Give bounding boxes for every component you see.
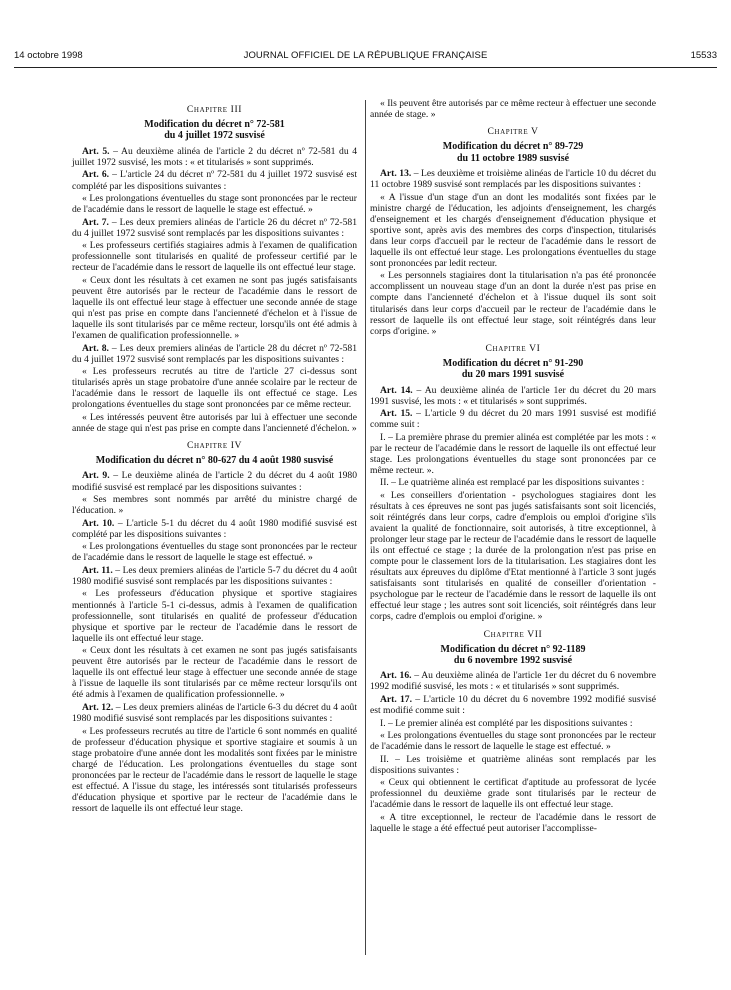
quote-paragraph: « Les prolongations éventuelles du stage sont prononcées par le recteur de l'académie dans le ressort de laquelle le stage est effectué. » [370, 730, 656, 753]
article-paragraph [370, 694, 656, 716]
section-title [370, 358, 656, 381]
article-text: – Les deux premiers alinéas de l'article 5-7 du décret du 4 août 1980 modifié susvisé sont remplacés par les dispositions suivantes : [72, 564, 357, 587]
article-label: Art. 15. [380, 408, 413, 420]
article-text: – Les deux premiers alinéas de l'article 26 du décret nº 72-581 du 4 juillet 1972 susvisé sont remplacés par les dispositions suivantes : [72, 216, 358, 239]
quote-paragraph: « Ceux dont les résultats à cet examen ne sont pas jugés satisfaisants peuvent être autorisés par le recteur de l'académie dans le ressort de laquelle ils ont effectué leur stage à effectuer une seconde année de stage à l'issue de laquelle ils sont titularisés par ce même recteur lorsqu'ils ont été admis à l'examen de qualification professionnelle. » [72, 645, 357, 701]
column-divider [365, 100, 366, 955]
article-paragraph [72, 565, 357, 587]
section-title [370, 141, 656, 164]
article-text: – L'article 24 du décret nº 72-581 du 4 juillet 1972 susvisé est complété par les dispositions suivantes : [72, 169, 357, 192]
article-label: Art. 10. [82, 517, 115, 529]
quote-paragraph: « Ils peuvent être autorisés par ce même recteur à effectuer une seconde année de stage. » [370, 98, 656, 121]
quote-paragraph: « Les conseillers d'orientation - psychologues stagiaires dont les résultats à ces épreuves ne sont pas jugés satisfaisants sont soit licenciés, soit réintégrés dans leur corps, cadre d'emplois ou emploi d'origine s'ils avaient la qualité de fonctionnaire, soit autorisés, à titre exceptionnel, à prolonger leur stage par le recteur de l'académie dans le ressort de laquelle ils ont effectué ce stage ; la durée de la prolongation n'est pas prise en compte pour le classement lors de la titularisation. Les stagiaires dont les résultats aux épreuves du diplôme d'Etat mentionné à l'article 3 sont jugés satisfaisants sont titularisés en qualité de conseiller d'orientation - psychologue par le recteur de l'académie dans le ressort de laquelle ils ont effectué leur stage ; les autres sont soit licenciés, soit réintégrés dans leur corps, cadre d'emplois ou emploi d'origine. » [370, 489, 656, 623]
article-label: Art. 16. [380, 670, 412, 682]
article-text: – Les deux premiers alinéas de l'article 28 du décret nº 72-581 du 4 juillet 1972 susvisé sont remplacés par les dispositions suivantes : [72, 342, 358, 365]
article-text: – Les deuxième et troisième alinéas de l'article 10 du décret du 11 octobre 1989 susvisé sont remplacés par les dispositions suivantes : [370, 167, 656, 190]
article-label: Art. 13. [380, 167, 412, 179]
section-title-line: Modification du décret n° 91-290 [442, 357, 584, 369]
article-label: Art. 12. [82, 701, 114, 713]
section-title-line: du 11 octobre 1989 susvisé [456, 152, 570, 164]
quote-paragraph: « Les prolongations éventuelles du stage sont prononcées par le recteur de l'académie dans le ressort de laquelle le stage est effectué. » [72, 193, 357, 216]
article-label: Art. 14. [380, 384, 413, 396]
header-title: JOURNAL OFFICIEL DE LA RÉPUBLIQUE FRANÇAISE [243, 50, 488, 61]
numbered-paragraph: I. – La première phrase du premier alinéa est complétée par les mots : « par le recteur de l'académie dans le ressort de laquelle ils ont effectué leur stage. Les prolongations éventuelles du stage sont prononcées par ce même recteur. ». [370, 431, 656, 476]
quote-paragraph: « Les professeurs recrutés au titre de l'article 6 sont nommés en qualité de professeur d'éducation physique et sportive stagiaire et soumis à un stage probatoire d'une année dont les modalités sont fixées par le ministre chargé de l'éducation. Les prolongations éventuelles du stage sont prononcées par le recteur de l'académie dans le ressort de laquelle le stage est effectué. A l'issue du stage, les intéressés sont titularisés professeurs d'éducation physique et sportive par le recteur de l'académie dans le ressort de laquelle ils ont effectué leur stage. [72, 725, 357, 814]
section-title-line: du 20 mars 1991 susvisé [461, 369, 565, 381]
article-label: Art. 5. [82, 145, 110, 157]
article-text: – Au deuxième alinéa de l'article 1er du décret du 20 mars 1991 susvisé, les mots : « et titularisés » sont supprimés. [370, 384, 657, 407]
chapter-heading: Chapitre V [487, 126, 539, 138]
header-page-number: 15533 [690, 50, 717, 61]
chapter-heading: Chapitre IV [186, 440, 243, 452]
article-paragraph [72, 343, 357, 365]
article-text: – Le deuxième alinéa de l'article 2 du décret du 4 août 1980 modifié susvisé est remplacé par les dispositions suivantes : [72, 470, 358, 493]
article-paragraph [72, 169, 357, 191]
article-paragraph [72, 702, 357, 724]
article-text: – L'article 5-1 du décret du 4 août 1980 modifié susvisé est complété par les dispositions suivantes : [72, 517, 357, 540]
quote-paragraph: « Les prolongations éventuelles du stage sont prononcées par le recteur de l'académie dans le ressort de laquelle le stage est effectué. » [72, 541, 357, 564]
article-label: Art. 11. [82, 564, 113, 576]
quote-paragraph: « Les professeurs d'éducation physique et sportive stagiaires mentionnés à l'article 5-1 ci-dessus, admis à l'examen de qualification professionnelle, sont titularisés en qualité de professeur d'éducation physique et sportive par le recteur de l'académie dans le ressort de laquelle ils ont effectué leur stage. [72, 588, 357, 644]
article-text: – L'article 9 du décret du 20 mars 1991 susvisé est modifié comme suit : [370, 408, 656, 431]
article-label: Art. 17. [380, 693, 413, 705]
article-paragraph [370, 385, 656, 407]
article-text: – Au deuxième alinéa de l'article 2 du décret nº 72-581 du 4 juillet 1972 susvisé, les mots : « et titularisés » sont supprimés. [72, 145, 358, 168]
left-column [72, 98, 357, 815]
quote-paragraph: « Ceux qui obtiennent le certificat d'aptitude au professorat de lycée professionnel du deuxième grade sont titularisés par le recteur de l'académie dans le ressort de laquelle ils ont effectué leur stage. [370, 777, 656, 811]
article-paragraph [72, 470, 357, 492]
section-title-line: du 4 juillet 1972 susvisé [164, 130, 265, 142]
numbered-paragraph: II. – Le quatrième alinéa est remplacé par les dispositions suivantes : [380, 477, 645, 489]
chapter-heading: Chapitre III [186, 104, 243, 115]
quote-paragraph: « A l'issue d'un stage d'un an dont les modalités sont fixées par le ministre chargé de l'éducation, les adjoints d'enseignement, les chargés d'enseignement et les chargés d'enseignement d'éducation physique et sportive sont, après avis des membres des corps d'inspection, titularisés dans leur corps d'accueil par le recteur de l'académie dans le ressort de laquelle ils ont effectué leur stage. Les prolongations éventuelles du stage sont prononcées par ledit recteur. [370, 191, 656, 269]
quote-paragraph: « Les personnels stagiaires dont la titularisation n'a pas été prononcée accomplissent un nouveau stage d'un an dont la durée n'est pas prise en compte dans l'ancienneté d'échelon et à l'issue duquel ils sont soit titularisés dans leur corps d'accueil par le recteur de l'académie dans le ressort de laquelle ils ont effectué leur stage, soit réintégrés dans leur corps d'origine. » [370, 270, 656, 337]
section-title [72, 119, 357, 142]
article-text: – L'article 10 du décret du 6 novembre 1992 modifié susvisé est modifié comme suit : [370, 693, 657, 716]
section-title [370, 644, 656, 667]
section-title-line: Modification du décret n° 72-581 [144, 119, 285, 131]
chapter-heading: Chapitre VI [485, 342, 541, 354]
section-title-line: Modification du décret n° 89-729 [442, 141, 584, 153]
quote-paragraph: « Ceux dont les résultats à cet examen ne sont pas jugés satisfaisants peuvent être autorisés par le recteur de l'académie dans le ressort de laquelle ils ont effectué leur stage à effectuer une seconde année de stage qui n'est pas prise en compte dans l'ancienneté d'échelon et à l'issue de laquelle ils sont titularisés par ce même recteur, lorsqu'ils ont été admis à l'examen de qualification professionnelle. » [72, 274, 357, 342]
numbered-paragraph: II. – Les troisième et quatrième alinéas sont remplacés par les dispositions suivantes : [370, 753, 656, 776]
quote-paragraph: « A titre exceptionnel, le recteur de l'académie dans le ressort de laquelle le stage a été effectué peut autoriser l'accomplisse- [370, 811, 656, 834]
article-paragraph [72, 217, 357, 239]
section-title-line: du 6 novembre 1992 susvisé [453, 654, 573, 666]
article-paragraph [72, 146, 357, 168]
article-label: Art. 9. [82, 470, 110, 482]
article-text: – Les deux premiers alinéas de l'article 6-3 du décret du 4 août 1980 modifié susvisé sont remplacés par les dispositions suivantes : [72, 701, 357, 724]
article-paragraph [370, 168, 656, 190]
quote-paragraph: « Les professeurs certifiés stagiaires admis à l'examen de qualification professionnelle sont titularisés en qualité de professeur certifié par le recteur de l'académie dans le ressort de laquelle ils ont effectué leur stage. [72, 240, 357, 274]
section-title-line: Modification du décret n° 92-1189 [440, 643, 586, 655]
quote-paragraph: « Les professeurs recrutés au titre de l'article 27 ci-dessus sont titularisés après un stage probatoire d'une année scolaire par le recteur de l'académie dans le ressort de laquelle ils ont effectué ce stage. Les prolongations éventuelles du stage sont prononcées par ce même recteur. [72, 366, 357, 411]
header-rule [14, 67, 717, 68]
article-text: – Au deuxième alinéa de l'article 1er du décret du 6 novembre 1992 modifié susvisé, les mots : « et titularisés » sont supprimés. [370, 670, 656, 693]
numbered-paragraph: I. – Le premier alinéa est complété par les dispositions suivantes : [380, 717, 633, 729]
article-label: Art. 6. [82, 169, 110, 181]
section-title: Modification du décret n° 80-627 du 4 août 1980 susvisé [95, 455, 334, 467]
article-paragraph [370, 408, 656, 430]
header-date: 14 octobre 1998 [14, 50, 83, 61]
page-header [14, 50, 717, 68]
article-label: Art. 7. [82, 216, 109, 228]
article-paragraph [370, 670, 656, 692]
quote-paragraph: « Les intéressés peuvent être autorisés par lui à effectuer une seconde année de stage qui n'est pas prise en compte dans l'ancienneté d'échelon. » [72, 411, 357, 434]
quote-paragraph: « Ses membres sont nommés par arrêté du ministre chargé de l'éducation. » [72, 494, 357, 517]
article-paragraph [72, 518, 357, 540]
chapter-heading: Chapitre VII [483, 628, 543, 640]
right-column [370, 98, 656, 836]
article-label: Art. 8. [82, 342, 109, 354]
